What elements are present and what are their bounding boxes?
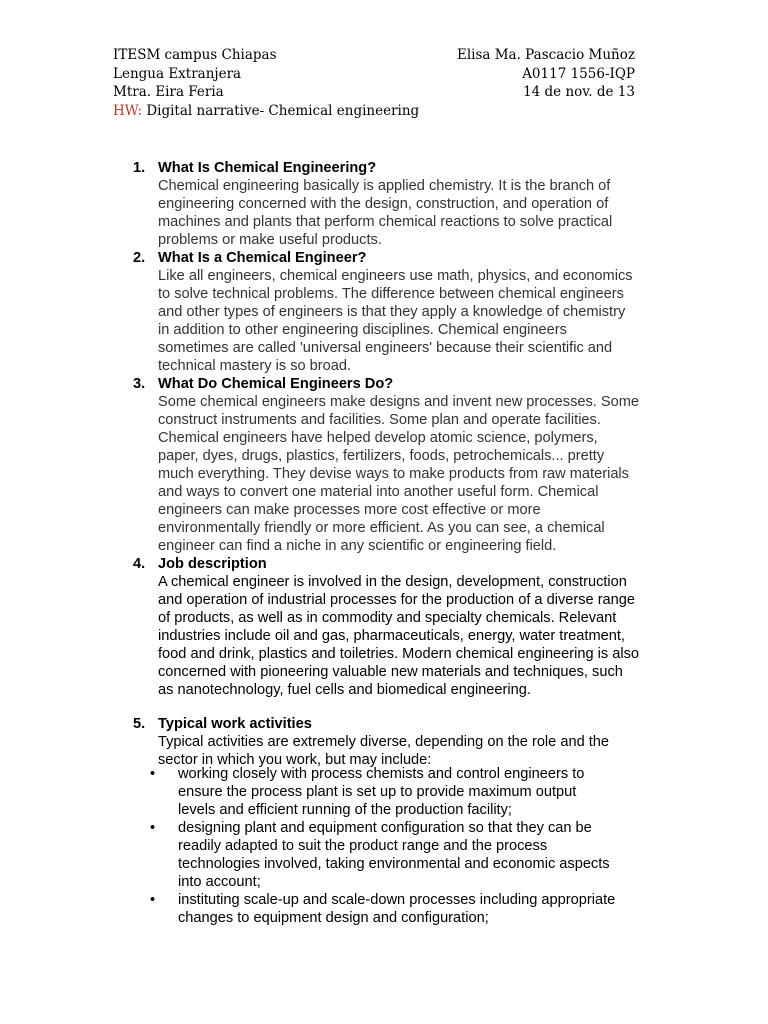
list-item: [133, 159, 663, 249]
student-id: A0117 1556-IQP: [522, 66, 635, 82]
list-item: [133, 375, 663, 555]
text-line: and other types of engineers is that they apply a knowledge of chemistry: [158, 304, 626, 320]
text-line: technologies involved, taking environmental and economic aspects: [178, 856, 610, 872]
text-line: levels and efficient running of the production facility;: [178, 802, 512, 818]
section-heading: Typical work activities: [158, 716, 312, 732]
text-line: problems or make useful products.: [158, 232, 382, 248]
item-number: 2.: [133, 250, 146, 266]
section-spacer: [133, 699, 663, 715]
item-number: 4.: [133, 556, 146, 572]
header-row-2: [113, 65, 635, 83]
text-line: sector in which you work, but may include:: [158, 752, 432, 768]
section-paragraph: [158, 177, 663, 249]
text-line: food and drink, plastics and toiletries. Modern chemical engineering is also: [158, 646, 640, 662]
course-name: Lengua Extranjera: [113, 66, 242, 82]
text-line: Chemical engineers have helped develop atomic science, polymers,: [158, 430, 598, 446]
header-row-1: [113, 46, 635, 64]
school-name: ITESM campus Chiapas: [113, 47, 277, 63]
hw-label: HW:: [113, 103, 143, 119]
bullet-list: [133, 765, 663, 927]
section-paragraph: [158, 733, 663, 769]
text-line: instituting scale-up and scale-down processes including appropriate: [178, 892, 616, 908]
list-item: [133, 249, 663, 375]
homework-title-row: [113, 102, 635, 120]
text-line: readily adapted to suit the product range and the process: [178, 838, 548, 854]
numbered-list: [133, 159, 663, 769]
text-line: and operation of industrial processes for the production of a diverse range: [158, 592, 636, 608]
text-line: engineering concerned with the design, construction, and operation of: [158, 196, 609, 212]
section-heading: What Is Chemical Engineering?: [158, 160, 377, 176]
text-line: and ways to convert one material into another useful form. Chemical: [158, 484, 599, 500]
text-line: sometimes are called 'universal engineers' because their scientific and: [158, 340, 613, 356]
section-heading: What Do Chemical Engineers Do?: [158, 376, 394, 392]
text-line: designing plant and equipment configuration so that they can be: [178, 820, 592, 836]
text-line: A chemical engineer is involved in the design, development, construction: [158, 574, 627, 590]
text-line: construct instruments and facilities. Some plan and operate facilities.: [158, 412, 601, 428]
header-row-3: [113, 83, 635, 101]
text-line: environmentally friendly or more efficient. As you can see, a chemical: [158, 520, 605, 536]
text-line: to solve technical problems. The difference between chemical engineers: [158, 286, 624, 302]
text-line: ensure the process plant is set up to provide maximum output: [178, 784, 577, 800]
section-paragraph: [158, 573, 663, 699]
text-line: paper, dyes, drugs, plastics, fertilizers, foods, petrochemicals... pretty: [158, 448, 605, 464]
bullet-item: [133, 765, 663, 819]
section-paragraph: [158, 267, 663, 375]
bullet-item: [133, 819, 663, 891]
text-line: working closely with process chemists and control engineers to: [178, 766, 585, 782]
text-line: as nanotechnology, fuel cells and biomedical engineering.: [158, 682, 531, 698]
list-item: [133, 555, 663, 699]
bullet-dot: •: [150, 820, 156, 836]
text-line: industries include oil and gas, pharmaceuticals, energy, water treatment,: [158, 628, 625, 644]
text-line: Typical activities are extremely diverse, depending on the role and the: [158, 734, 610, 750]
document-date: 14 de nov. de 13: [523, 84, 635, 100]
bullet-dot: •: [150, 766, 156, 782]
hw-title: Digital narrative- Chemical engineering: [142, 103, 420, 119]
text-line: much everything. They devise ways to make products from raw materials: [158, 466, 629, 482]
bullet-dot: •: [150, 892, 156, 908]
text-line: Like all engineers, chemical engineers use math, physics, and economics: [158, 268, 633, 284]
text-line: of products, as well as in commodity and specialty chemicals. Relevant: [158, 610, 617, 626]
text-line: machines and plants that perform chemical reactions to solve practical: [158, 214, 613, 230]
bullet-item: [133, 891, 663, 927]
student-name: Elisa Ma. Pascacio Muñoz: [456, 47, 635, 63]
text-line: Chemical engineering basically is applied chemistry. It is the branch of: [158, 178, 611, 194]
section-heading: What Is a Chemical Engineer?: [158, 250, 367, 266]
text-line: engineer can find a niche in any scientific or engineering field.: [158, 538, 557, 554]
text-line: in addition to other engineering disciplines. Chemical engineers: [158, 322, 567, 338]
text-line: technical mastery is so broad.: [158, 358, 352, 374]
text-line: into account;: [178, 874, 261, 890]
section-heading: Job description: [158, 556, 267, 572]
item-number: 1.: [133, 160, 146, 176]
list-item: [133, 715, 663, 769]
teacher-name: Mtra. Eira Feria: [113, 84, 224, 100]
text-line: concerned with pioneering valuable new materials and techniques, such: [158, 664, 623, 680]
text-line: changes to equipment design and configuration;: [178, 910, 489, 926]
section-paragraph: [158, 393, 663, 555]
item-number: 5.: [133, 716, 146, 732]
item-number: 3.: [133, 376, 146, 392]
text-line: engineers can make processes more cost effective or more: [158, 502, 541, 518]
text-line: Some chemical engineers make designs and invent new processes. Some: [158, 394, 640, 410]
